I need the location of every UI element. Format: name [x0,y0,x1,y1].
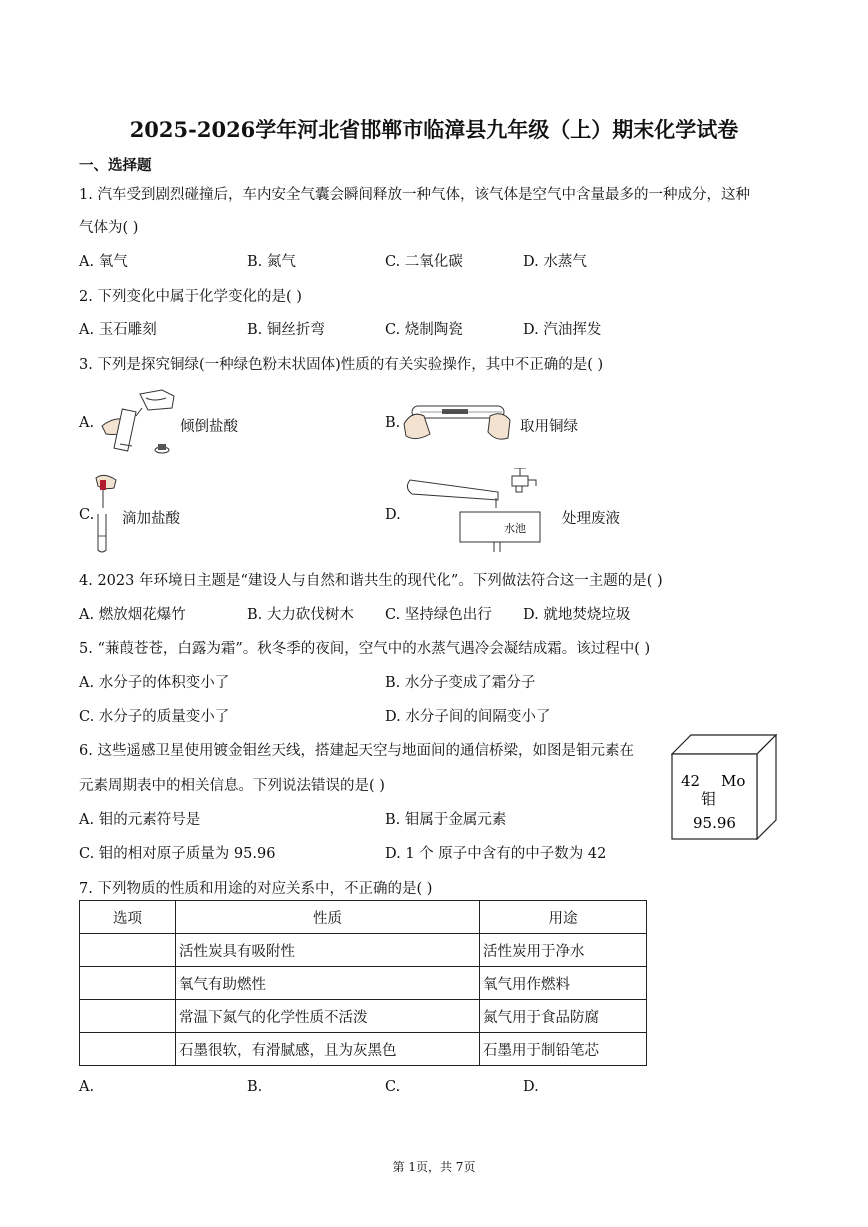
table-cell: 活性炭具有吸附性 [176,934,480,967]
table-cell [80,1000,176,1033]
q6-option-d: D. 1 个 原子中含有的中子数为 42 [385,846,607,862]
q1-option-d: D. 水蒸气 [523,254,587,270]
q7-stem: 7. 下列物质的性质和用途的对应关系中，不正确的是( ) [79,881,433,897]
element-atomic-number: 42 [681,772,701,790]
q3-option-c-caption: 滴加盐酸 [122,511,180,527]
q3-option-d-letter: D. [385,507,401,523]
q7-option-c: C. [385,1079,401,1095]
q5-option-a: A. 水分子的体积变小了 [79,675,230,691]
q7-option-d: D. [523,1079,539,1095]
q4-option-d: D. 就地焚烧垃圾 [523,607,631,623]
page-footer: 第 1页，共 7页 [392,1160,476,1174]
exam-title: 2025-2026学年河北省邯郸市临漳县九年级（上）期末化学试卷 [129,117,739,142]
table-row [80,1033,647,1066]
element-atomic-mass: 95.96 [693,814,736,832]
table-cell [80,967,176,1000]
q4-stem: 4. 2023 年环境日主题是“建设人与自然和谐共生的现代化”。下列做法符合这一主题的是( ) [79,573,663,589]
table-cell: 石墨很软，有滑腻感，且为灰黑色 [176,1033,480,1066]
table-cell: 氮气用于食品防腐 [480,1000,647,1033]
table-cell: 石墨用于制铅笔芯 [480,1033,647,1066]
element-card-molybdenum [671,734,777,840]
table-cell: 氧气有助燃性 [176,967,480,1000]
table-cell: 活性炭用于净水 [480,934,647,967]
q1-stem-line2: 气体为( ) [79,220,139,236]
q1-option-a: A. 氧气 [79,254,128,270]
dispose-waste-illustration [402,468,552,556]
sink-label: 水池 [504,522,526,535]
table-row [80,934,647,967]
q5-stem: 5. “蒹葭苍苍，白露为霜”。秋冬季的夜间，空气中的水蒸气遇冷会凝结成霜。该过程中( ) [79,641,651,657]
q6-option-c: C. 钼的相对原子质量为 95.96 [79,846,276,862]
q1-option-c: C. 二氧化碳 [385,254,463,270]
drip-acid-illustration [92,472,124,556]
table-header-cell: 用途 [480,901,647,934]
q7-option-b: B. [247,1079,263,1095]
q1-stem-line1: 1. 汽车受到剧烈碰撞后，车内安全气囊会瞬间释放一种气体，该气体是空气中含量最多的一种成分，这种 [79,187,750,203]
table-cell: 常温下氮气的化学性质不活泼 [176,1000,480,1033]
q5-option-b: B. 水分子变成了霜分子 [385,675,536,691]
q7-table [79,900,647,1066]
q4-option-a: A. 燃放烟花爆竹 [79,607,186,623]
q6-stem-line2: 元素周期表中的相关信息。下列说法错误的是( ) [79,778,385,794]
q3-option-b-caption: 取用铜绿 [520,419,578,435]
q2-option-b: B. 铜丝折弯 [247,322,325,338]
table-row [80,1000,647,1033]
q3-option-c-letter: C. [79,507,95,523]
q4-option-b: B. 大力砍伐树木 [247,607,354,623]
q3-option-d-caption: 处理废液 [562,511,620,527]
element-name: 钼 [701,790,717,808]
q2-option-d: D. 汽油挥发 [523,322,602,338]
q6-stem-line1: 6. 这些遥感卫星使用镀金钼丝天线，搭建起天空与地面间的通信桥梁，如图是钼元素在 [79,743,634,759]
element-symbol: Mo [721,772,746,790]
q3-stem: 3. 下列是探究铜绿(一种绿色粉末状固体)性质的有关实验操作，其中不正确的是( ) [79,357,604,373]
section-heading: 一、选择题 [79,157,152,174]
table-row [80,967,647,1000]
q7-option-a: A. [79,1079,95,1095]
q5-option-c: C. 水分子的质量变小了 [79,709,230,725]
q5-option-d: D. 水分子间的间隔变小了 [385,709,551,725]
q6-option-b: B. 钼属于金属元素 [385,812,507,828]
q4-option-c: C. 坚持绿色出行 [385,607,492,623]
take-powder-illustration [402,394,514,446]
q2-option-c: C. 烧制陶瓷 [385,322,463,338]
q2-stem: 2. 下列变化中属于化学变化的是( ) [79,289,302,305]
table-cell [80,1033,176,1066]
table-cell [80,934,176,967]
q3-option-b-letter: B. [385,415,401,431]
table-header-row [80,901,647,934]
q2-option-a: A. 玉石雕刻 [79,322,157,338]
q3-option-a-letter: A. [79,415,95,431]
q6-option-a: A. 钼的元素符号是 [79,812,201,828]
table-header-cell: 性质 [176,901,480,934]
q1-option-b: B. 氮气 [247,254,296,270]
table-header-cell: 选项 [80,901,176,934]
table-cell: 氧气用作燃料 [480,967,647,1000]
pour-acid-illustration [96,386,180,458]
q3-option-a-caption: 倾倒盐酸 [180,419,238,435]
